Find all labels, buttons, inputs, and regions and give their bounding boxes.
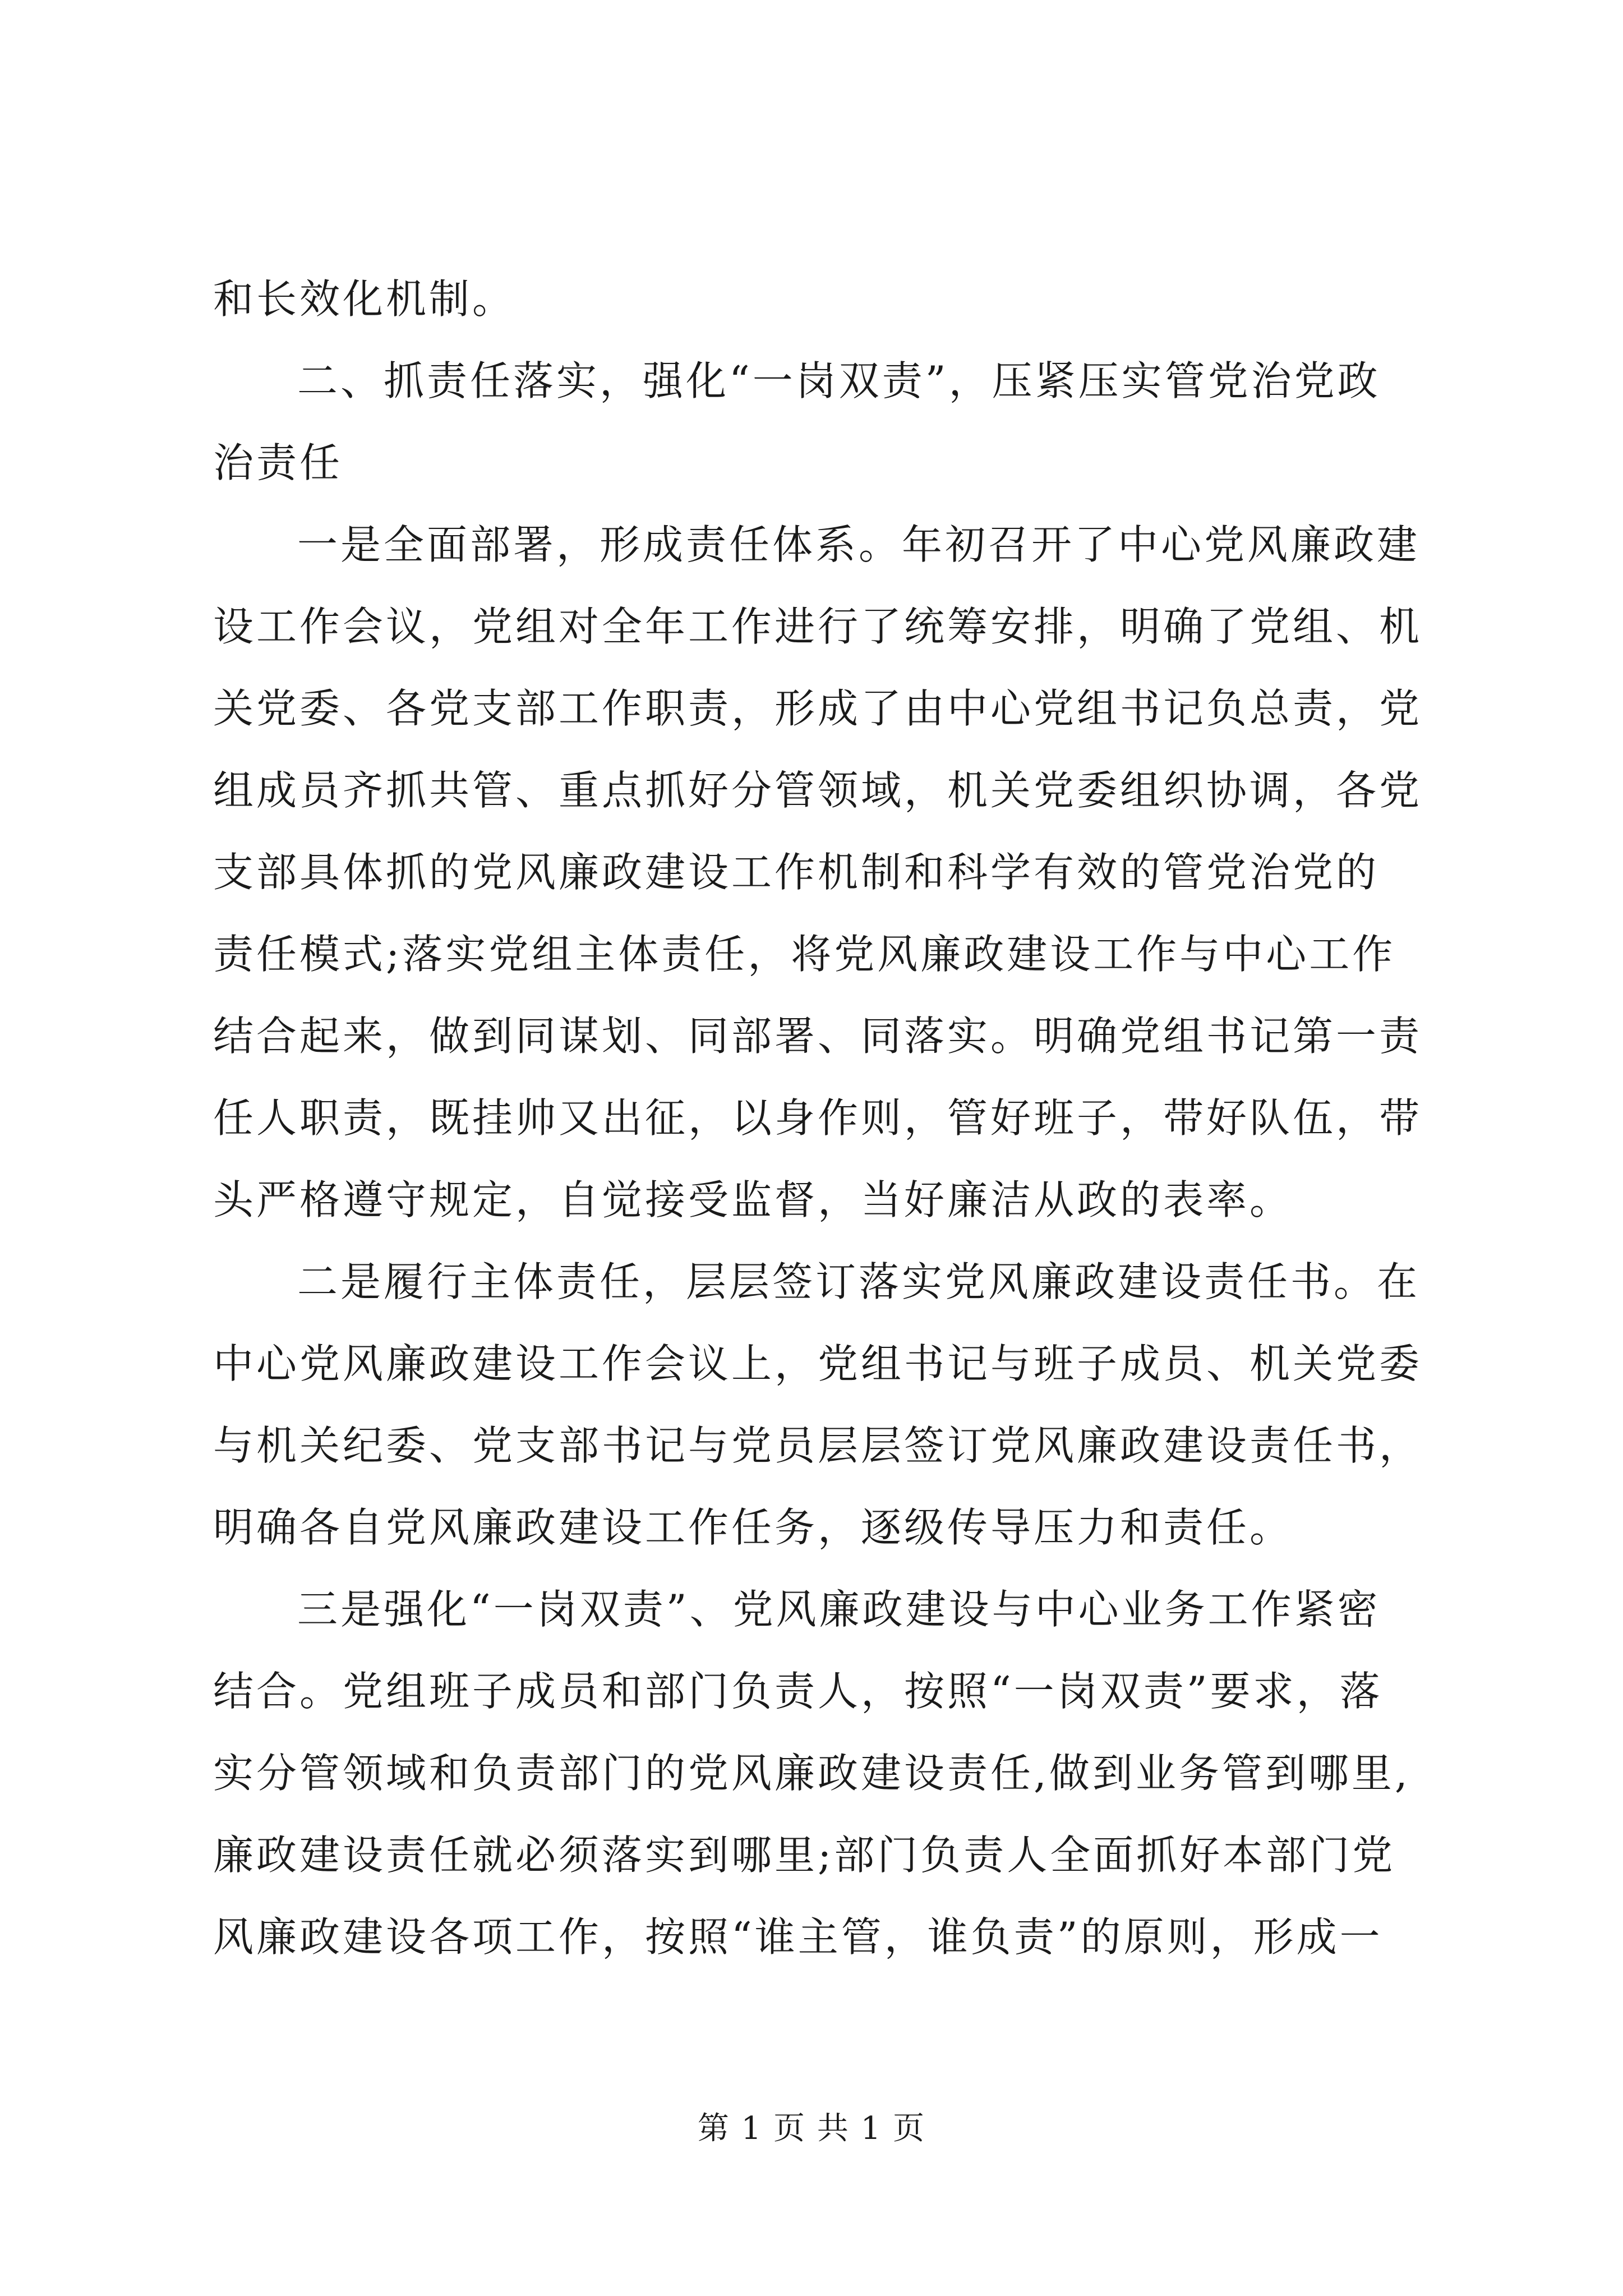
text-line: 风廉政建设各项工作，按照“谁主管，谁负责”的原则，形成一 <box>213 1913 1383 1961</box>
text-line: 明确各自党风廉政建设工作任务，逐级传导压力和责任。 <box>213 1504 1293 1551</box>
text-line: 和长效化机制。 <box>213 275 516 323</box>
text-line: 三是强化“一岗双责”、党风廉政建设与中心业务工作紧密 <box>297 1586 1381 1633</box>
text-line: 廉政建设责任就必须落实到哪里;部门负责人全面抓好本部门党 <box>213 1832 1396 1879</box>
text-line: 组成员齐抓共管、重点抓好分管领域，机关党委组织协调，各党 <box>213 767 1423 814</box>
text-line: 二是履行主体责任，层层签订落实党风廉政建设责任书。在 <box>297 1258 1421 1305</box>
text-line: 关党委、各党支部工作职责，形成了由中心党组书记负总责，党 <box>213 685 1423 732</box>
document-body <box>213 258 1423 1978</box>
section-heading-line: 治责任 <box>213 439 343 486</box>
text-line: 与机关纪委、党支部书记与党员层层签订党风廉政建设责任书， <box>213 1422 1423 1469</box>
text-line: 责任模式;落实党组主体责任，将党风廉政建设工作与中心工作 <box>213 931 1396 978</box>
page-footer <box>0 2109 1623 2148</box>
text-line: 实分管领域和负责部门的党风廉政建设责任,做到业务管到哪里, <box>213 1750 1410 1797</box>
text-line: 中心党风廉政建设工作会议上，党组书记与班子成员、机关党委 <box>213 1340 1423 1387</box>
page-number-label: 第 1 页 共 1 页 <box>697 2110 926 2147</box>
text-line: 支部具体抓的党风廉政建设工作机制和科学有效的管党治党的 <box>213 849 1380 896</box>
text-line: 任人职责，既挂帅又出征，以身作则，管好班子，带好队伍，带 <box>213 1094 1423 1142</box>
text-line: 头严格遵守规定，自觉接受监督，当好廉洁从政的表率。 <box>213 1176 1293 1223</box>
text-line: 结合。党组班子成员和部门负责人，按照“一岗双责”要求，落 <box>213 1668 1383 1715</box>
text-line: 设工作会议，党组对全年工作进行了统筹安排，明确了党组、机 <box>213 603 1423 650</box>
text-line: 结合起来，做到同谋划、同部署、同落实。明确党组书记第一责 <box>213 1013 1423 1060</box>
section-heading-line: 二、抓责任落实，强化“一岗双责”，压紧压实管党治党政 <box>297 357 1381 404</box>
text-line: 一是全面部署，形成责任体系。年初召开了中心党风廉政建 <box>297 521 1421 568</box>
